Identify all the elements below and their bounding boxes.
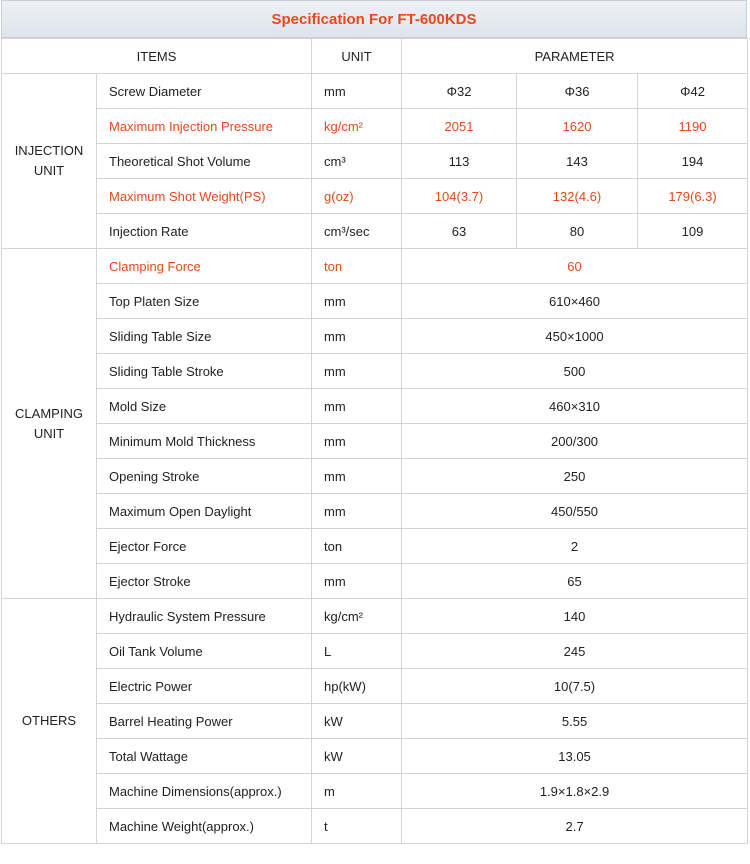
table-row [2,74,748,109]
table-row [2,214,748,249]
item-value: 63 [402,214,517,249]
item-value: 1620 [517,109,638,144]
item-value: Φ42 [638,74,748,109]
table-row [2,179,748,214]
item-value: 1.9×1.8×2.9 [402,774,748,809]
table-row [2,774,748,809]
item-unit: mm [312,319,402,354]
group-label: UNIT [33,163,65,178]
item-unit: ton [312,529,402,564]
item-name: Opening Stroke [97,459,312,494]
item-value: 194 [638,144,748,179]
item-name: Top Platen Size [97,284,312,319]
item-name: Maximum Shot Weight(PS) [97,179,312,214]
spec-table [1,38,748,844]
item-name: Ejector Force [97,529,312,564]
item-value: 2 [402,529,748,564]
table-row [2,809,748,844]
item-value: 113 [402,144,517,179]
item-value: 450/550 [402,494,748,529]
group-clamping-unit [2,249,97,599]
item-unit: t [312,809,402,844]
item-name: Minimum Mold Thickness [97,424,312,459]
item-value: 13.05 [402,739,748,774]
table-row [2,669,748,704]
header-unit: UNIT [312,39,402,74]
header-items: ITEMS [2,39,312,74]
item-unit: mm [312,284,402,319]
header-parameter: PARAMETER [402,39,748,74]
table-row [2,494,748,529]
item-unit: mm [312,424,402,459]
item-name: Barrel Heating Power [97,704,312,739]
item-name: Hydraulic System Pressure [97,599,312,634]
table-row [2,704,748,739]
item-unit: mm [312,389,402,424]
table-row [2,634,748,669]
item-value: 143 [517,144,638,179]
item-value: 80 [517,214,638,249]
item-unit: ton [312,249,402,284]
item-unit: kW [312,739,402,774]
group-injection-unit [2,74,97,249]
item-name: Sliding Table Size [97,319,312,354]
spec-title: Specification For FT-600KDS [1,0,747,38]
item-value: 2.7 [402,809,748,844]
item-name: Injection Rate [97,214,312,249]
group-label: INJECTION [14,143,84,158]
item-value: 460×310 [402,389,748,424]
item-value: 10(7.5) [402,669,748,704]
table-row [2,319,748,354]
table-row [2,249,748,284]
group-label: UNIT [33,425,65,441]
item-unit: cm³ [312,144,402,179]
item-value: 2051 [402,109,517,144]
item-unit: L [312,634,402,669]
item-value: 5.55 [402,704,748,739]
table-row [2,284,748,319]
item-unit: kg/cm² [312,599,402,634]
item-name: Theoretical Shot Volume [97,144,312,179]
item-unit: mm [312,354,402,389]
item-name: Maximum Injection Pressure [97,109,312,144]
item-unit: m [312,774,402,809]
item-value: 132(4.6) [517,179,638,214]
item-value: Φ36 [517,74,638,109]
table-row [2,459,748,494]
item-unit: mm [312,459,402,494]
item-value: 610×460 [402,284,748,319]
item-value: 250 [402,459,748,494]
item-name: Oil Tank Volume [97,634,312,669]
item-name: Total Wattage [97,739,312,774]
table-row [2,599,748,634]
table-row [2,739,748,774]
item-value: Φ32 [402,74,517,109]
item-unit: g(oz) [312,179,402,214]
item-name: Machine Weight(approx.) [97,809,312,844]
table-row [2,564,748,599]
item-value: 200/300 [402,424,748,459]
item-unit: cm³/sec [312,214,402,249]
item-name: Sliding Table Stroke [97,354,312,389]
item-name: Electric Power [97,669,312,704]
table-row [2,424,748,459]
item-name: Maximum Open Daylight [97,494,312,529]
item-name: Mold Size [97,389,312,424]
item-name: Ejector Stroke [97,564,312,599]
item-value: 179(6.3) [638,179,748,214]
item-unit: kW [312,704,402,739]
item-value: 450×1000 [402,319,748,354]
item-name: Clamping Force [97,249,312,284]
group-others: OTHERS [2,599,97,844]
item-unit: hp(kW) [312,669,402,704]
table-row [2,389,748,424]
item-unit: mm [312,74,402,109]
table-row [2,109,748,144]
item-value: 1190 [638,109,748,144]
item-value: 60 [402,249,748,284]
item-value: 500 [402,354,748,389]
item-value: 140 [402,599,748,634]
item-unit: kg/cm² [312,109,402,144]
item-value: 109 [638,214,748,249]
item-unit: mm [312,494,402,529]
item-value: 104(3.7) [402,179,517,214]
item-value: 65 [402,564,748,599]
item-name: Machine Dimensions(approx.) [97,774,312,809]
item-name: Screw Diameter [97,74,312,109]
group-label: CLAMPING [15,405,83,421]
item-unit: mm [312,564,402,599]
table-header-row [2,39,748,74]
table-row [2,354,748,389]
item-value: 245 [402,634,748,669]
table-row [2,144,748,179]
table-row [2,529,748,564]
